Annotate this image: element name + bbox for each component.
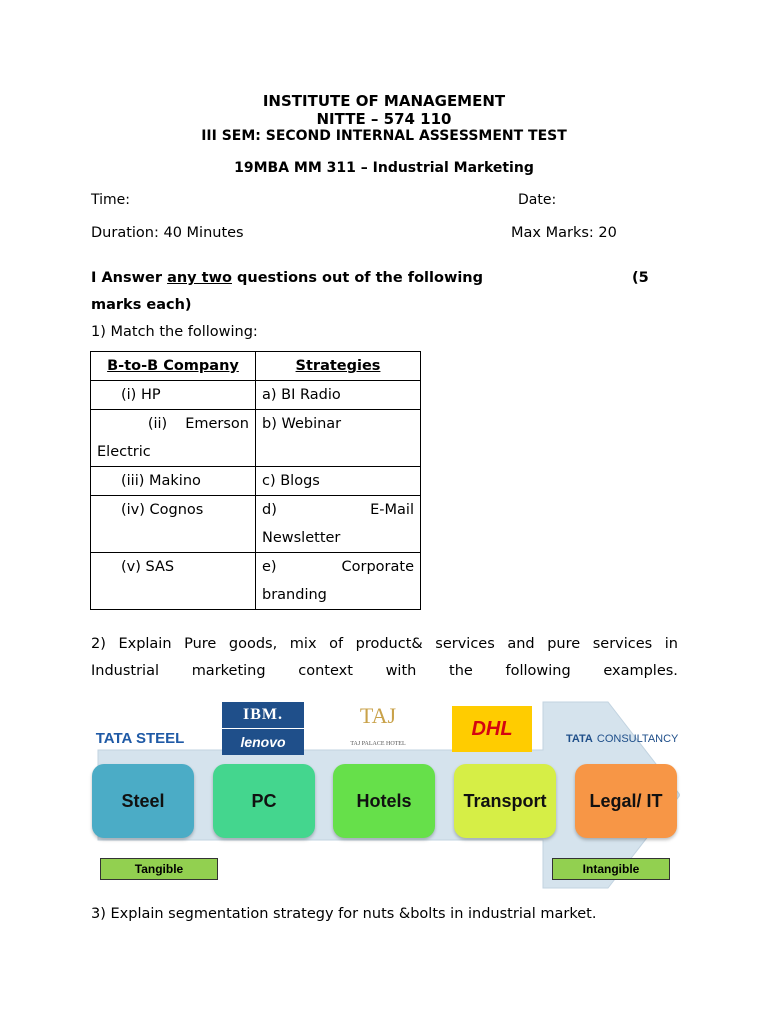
tcs-logo-a: TATA: [566, 733, 593, 745]
header-company: B-to-B Company: [91, 352, 256, 381]
company-cell: (iii) Makino: [91, 467, 256, 496]
q1-prompt: 1) Match the following:: [91, 324, 258, 340]
q2-word: Industrial: [91, 663, 160, 679]
q2-word: following: [505, 663, 571, 679]
match-table: [90, 351, 421, 610]
instruction-part3: questions out of the following: [231, 270, 484, 286]
intangible-label: Intangible: [552, 858, 670, 880]
company-cell: [91, 410, 256, 467]
strategy-part: e): [262, 559, 277, 575]
category-box-steel: Steel: [92, 764, 194, 838]
company-cell: (iv) Cognos: [91, 496, 256, 553]
table-header-row: [91, 352, 421, 381]
category-box-hotels: Hotels: [333, 764, 435, 838]
duration: Duration: 40 Minutes: [91, 225, 244, 241]
institute-title: INSTITUTE OF MANAGEMENT: [262, 92, 506, 110]
table-row: [91, 496, 421, 553]
category-box-legal-it: Legal/ IT: [575, 764, 677, 838]
q2-line2: [91, 663, 678, 679]
tcs-logo-b: CONSULTANCY: [596, 733, 679, 745]
test-title: III SEM: SECOND INTERNAL ASSESSMENT TEST: [201, 128, 567, 144]
q2-word: the: [449, 663, 473, 679]
q2-word: with: [385, 663, 417, 679]
header-strategies: Strategies: [256, 352, 421, 381]
q2-word: context: [298, 663, 353, 679]
tata-steel-logo: TATA STEEL: [95, 729, 185, 747]
q3-text: 3) Explain segmentation strategy for nuts &bolts in industrial market.: [91, 906, 597, 922]
strategy-part: branding: [262, 587, 327, 603]
marks-note-b: marks each): [91, 297, 192, 313]
goods-services-diagram: [88, 694, 680, 896]
q2-word: marketing: [191, 663, 266, 679]
course-title: 19MBA MM 311 – Industrial Marketing: [234, 160, 534, 176]
ibm-logo: IBM.: [222, 702, 304, 728]
company-cell: (i) HP: [91, 381, 256, 410]
table-row: [91, 381, 421, 410]
taj-hotel-name: TAJ PALACE HOTEL: [350, 741, 406, 747]
instruction-emphasis: any two: [167, 270, 232, 286]
company-part: Electric: [97, 444, 151, 460]
dhl-logo: DHL: [452, 706, 532, 752]
strategy-cell: c) Blogs: [256, 467, 421, 496]
strategy-part: Newsletter: [262, 530, 341, 546]
institute-location: NITTE – 574 110: [316, 110, 452, 128]
strategy-cell: a) BI Radio: [256, 381, 421, 410]
taj-logo: TAJ: [359, 703, 397, 728]
strategy-cell: [256, 553, 421, 610]
company-part: (ii): [147, 416, 168, 432]
time-label: Time:: [91, 192, 130, 208]
q2-line1: 2) Explain Pure goods, mix of product& services and pure services in: [91, 636, 678, 652]
category-box-pc: PC: [213, 764, 315, 838]
table-row: [91, 467, 421, 496]
tangible-label: Tangible: [100, 858, 218, 880]
category-box-transport: Transport: [454, 764, 556, 838]
strategy-part: Corporate: [341, 559, 414, 575]
table-row: [91, 553, 421, 610]
instruction: [91, 270, 483, 286]
tcs-logo: [566, 726, 678, 752]
q2-word: examples.: [603, 663, 678, 679]
lenovo-logo: lenovo: [222, 729, 304, 755]
instruction-part1: I Answer: [91, 270, 168, 286]
strategy-part: d): [262, 502, 277, 518]
max-marks: Max Marks: 20: [511, 225, 617, 241]
strategy-part: E-Mail: [370, 502, 414, 518]
company-cell: (v) SAS: [91, 553, 256, 610]
strategy-cell: [256, 496, 421, 553]
date-label: Date:: [518, 192, 557, 208]
marks-note-a: (5: [632, 270, 649, 286]
strategy-cell: b) Webinar: [256, 410, 421, 467]
table-row: [91, 410, 421, 467]
company-part: Emerson: [185, 416, 249, 432]
